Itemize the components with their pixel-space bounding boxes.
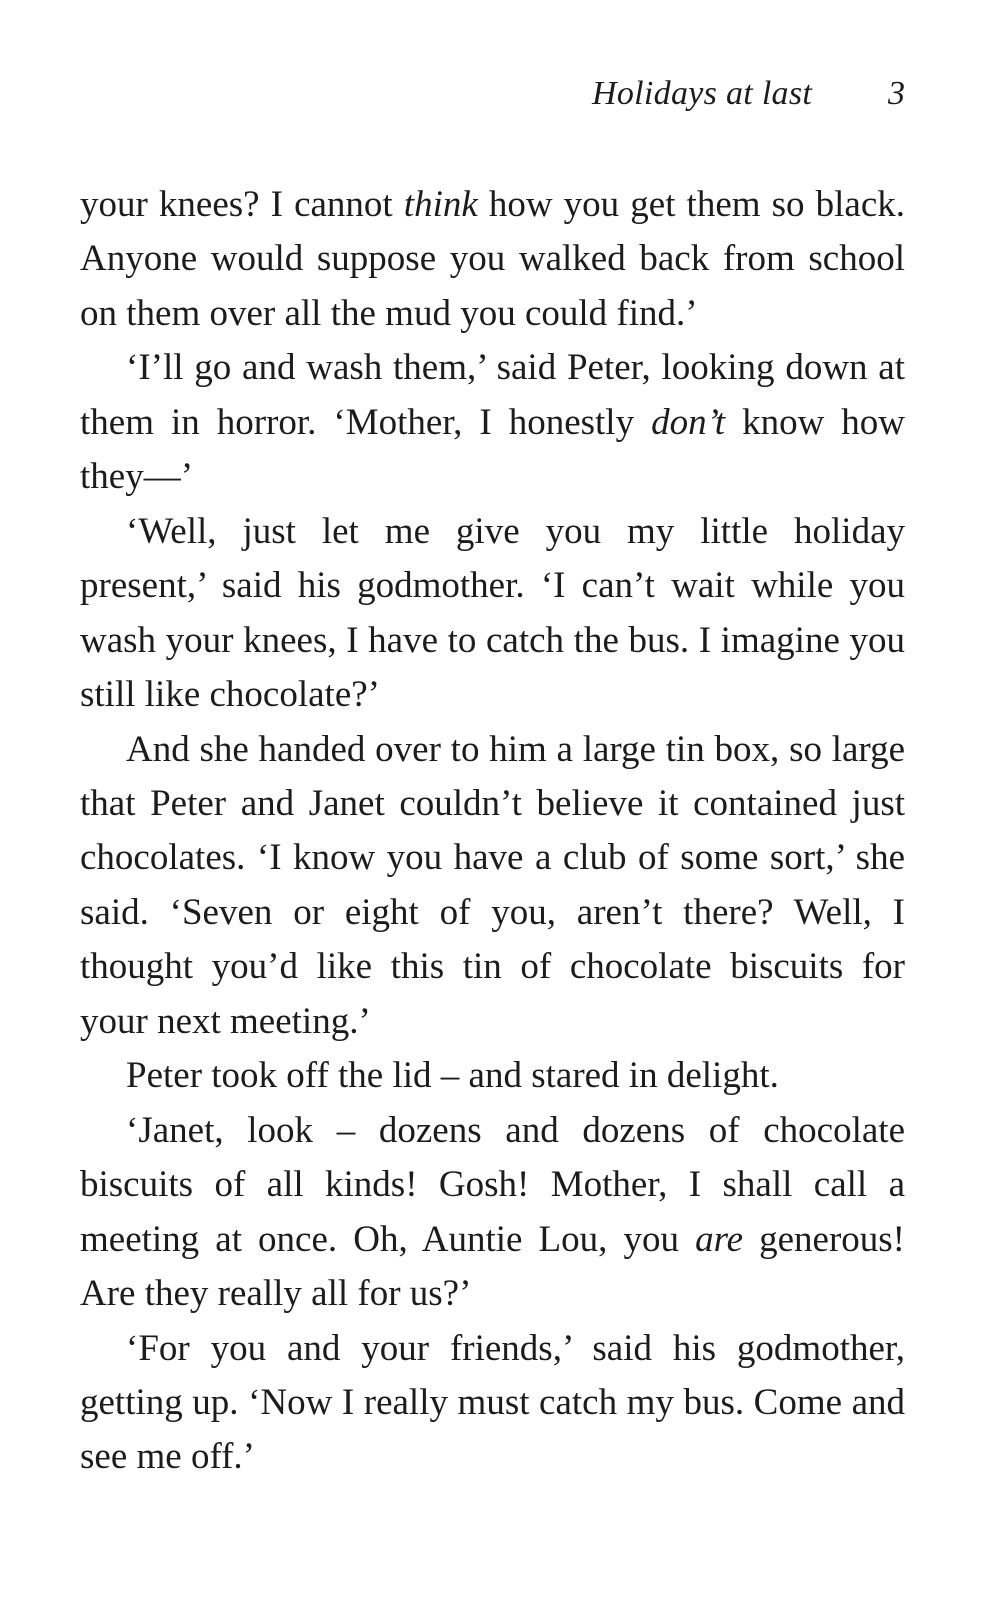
paragraph-text: ‘I’ll go and wash them,’ said Peter, looking down at them in horror. ‘Mother, I honestly [80, 347, 905, 443]
paragraph-text: ‘Janet, look – dozens and dozens of chocolate biscuits of all kinds! Gosh! Mother, I shall call a meeting at once. Oh, Auntie Lou, you [80, 1109, 905, 1260]
paragraph: ‘For you and your friends,’ said his godmother, getting up. ‘Now I really must catch my bus. Come and see me off.’ [80, 1327, 905, 1478]
paragraph-text: your knees? I cannot [80, 184, 404, 225]
paragraph [80, 341, 905, 504]
paragraph: Peter took off the lid – and stared in delight. [126, 1055, 779, 1097]
paragraph-text: generous! Are they really all for us?’ [80, 1218, 906, 1315]
paragraph-text: how you get them so black. Anyone would suppose you walked back from school on them over all the mud you could find.’ [80, 184, 905, 334]
paragraph [80, 1104, 905, 1322]
running-head [560, 72, 905, 116]
running-title: Holidays at last [592, 75, 813, 112]
emphasis-word: are [695, 1218, 744, 1260]
paragraph-text: know how they—’ [80, 401, 905, 498]
emphasis-word: think [403, 184, 478, 225]
body-text [80, 178, 905, 1485]
paragraph: ‘Well, just let me give you my little holiday present,’ said his godmother. ‘I can’t wait while you wash your knees, I have to catch the bus. I imagine you still like chocolate?’ [80, 510, 905, 716]
paragraph: And she handed over to him a large tin box, so large that Peter and Janet couldn’t believe it contained just chocolates. ‘I know you have a club of some sort,’ she said. ‘Seven or eight of you, aren’t there? Well, I thought you’d like this tin of chocolate biscuits for your next meeting.’ [80, 728, 905, 1042]
page-number: 3 [888, 75, 905, 112]
emphasis-word: don’t [651, 401, 726, 443]
paragraph-continued [80, 178, 905, 341]
